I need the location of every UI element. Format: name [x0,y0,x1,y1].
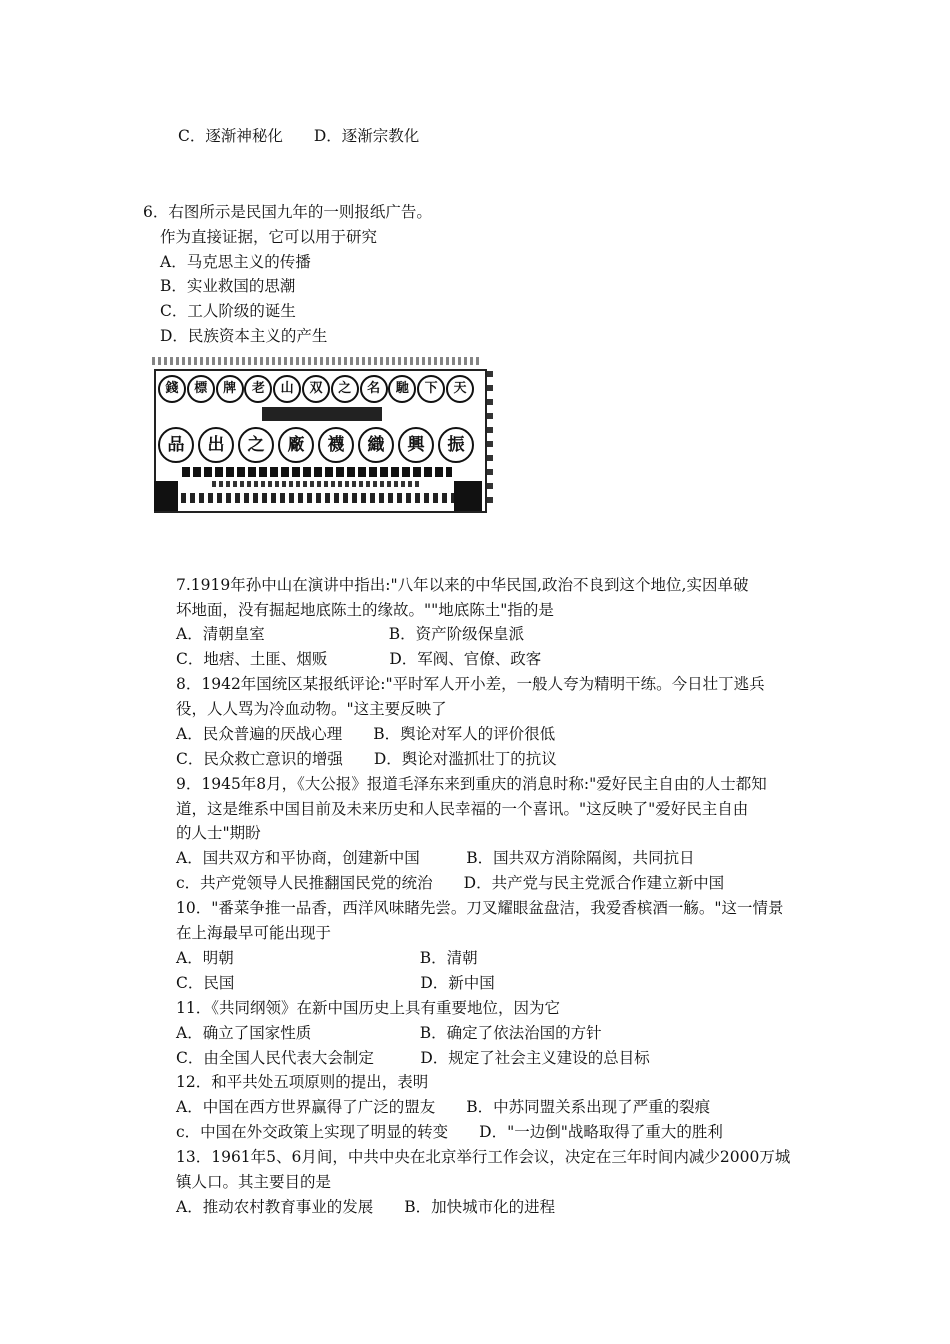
text-line-q10-1: 10．"番菜争推一品香，西洋风味睹先尝。刀叉耀眼盆盘洁，我爱香槟酒一觞。"这一情景 [176,899,784,917]
text-line-q6-b: B．实业救国的思潮 [160,277,296,295]
ad-side-column [487,371,493,509]
ad-char: 出 [198,427,234,463]
ad-char: 山 [273,375,301,403]
ad-text-line [172,493,462,503]
ad-char: 之 [238,427,274,463]
ad-char: 廠 [278,427,314,463]
ad-corner-mark [154,481,178,511]
text-line-q6-a: A．马克思主义的传播 [160,253,311,271]
ad-char: 老 [244,375,272,403]
text-line-q7-ab: A．清朝皇室 B．资产阶级保皇派 [176,625,525,643]
ad-header-strip [152,357,482,365]
text-line-q9-cd: c．共产党领导人民推翻国民党的统治 D．共产党与民主党派合作建立新中国 [176,874,725,892]
ad-char: 名 [360,375,388,403]
text-line-q7-2: 坏地面，没有掘起地底陈土的缘故。""地底陈土"指的是 [176,601,554,619]
text-line-q7-cd: C．地痞、土匪、烟贩 D．军阀、官僚、政客 [176,650,542,668]
ad-char: 双 [302,375,330,403]
ad-char: 之 [331,375,359,403]
ad-text-line [212,481,422,487]
ad-char: 襪 [318,427,354,463]
ad-row-top [158,375,474,401]
text-line-q12-ab: A．中国在西方世界赢得了广泛的盟友 B．中苏同盟关系出现了严重的裂痕 [176,1098,711,1116]
text-line-q8-1: 8．1942年国统区某报纸评论:"平时军人开小差，一般人夸为精明干练。今日壮丁逃兵 [176,675,765,693]
ad-char: 馳 [388,375,416,403]
ad-text-line [182,467,452,477]
text-line-q6-d: D．民族资本主义的产生 [160,327,328,345]
ad-char: 下 [417,375,445,403]
text-line-q7-1: 7.1919年孙中山在演讲中指出:"八年以来的中华民国,政治不良到这个地位,实因单破 [176,576,749,594]
ad-char: 織 [358,427,394,463]
ad-char: 振 [438,427,474,463]
text-line-q13-2: 镇人口。其主要目的是 [176,1173,332,1191]
text-line-q13-ab: A．推动农村教育事业的发展 B．加快城市化的进程 [176,1198,556,1216]
text-line-q12-1: 12．和平共处五项原则的提出，表明 [176,1073,429,1091]
ad-corner-mark [454,481,482,511]
text-line-q8-ab: A．民众普遍的厌战心理 B．舆论对军人的评价很低 [176,725,556,743]
text-line-q10-cd: C．民国 D．新中国 [176,974,495,992]
ad-char: 標 [187,375,215,403]
text-line-q5-opts: C．逐渐神秘化 D．逐渐宗教化 [178,127,420,145]
text-line-q9-3: 的人士"期盼 [176,824,261,842]
text-line-q6-stem: 6．右图所示是民国九年的一则报纸广告。 [143,203,432,221]
newspaper-advertisement-image [152,353,497,521]
ad-char: 品 [158,427,194,463]
text-line-q10-ab: A．明朝 B．清朝 [176,949,478,967]
text-line-q6-stem2: 作为直接证据，它可以用于研究 [160,228,378,246]
text-line-q9-1: 9．1945年8月，《大公报》报道毛泽东来到重庆的消息时称:"爱好民主自由的人士都知 [176,775,767,793]
text-line-q11-cd: C．由全国人民代表大会制定 D．规定了社会主义建设的总目标 [176,1049,650,1067]
ad-char: 興 [398,427,434,463]
ad-row-main [158,427,474,463]
text-line-q8-cd: C．民众救亡意识的增强 D．舆论对滥抓壮丁的抗议 [176,750,557,768]
ad-char: 牌 [216,375,244,403]
text-line-q9-ab: A．国共双方和平协商，创建新中国 B．国共双方消除隔阂，共同抗日 [176,849,695,867]
text-line-q9-2: 道，这是维系中国目前及未来历史和人民幸福的一个喜讯。"这反映了"爱好民主自由 [176,800,749,818]
text-line-q8-2: 役，人人骂为冷血动物。"这主要反映了 [176,700,447,718]
ad-subtitle-bar [262,407,382,421]
ad-char: 天 [446,375,474,403]
text-line-q6-c: C．工人阶级的诞生 [160,302,296,320]
ad-char: 錢 [158,375,186,403]
text-line-q13-1: 13．1961年5、6月间，中共中央在北京举行工作会议，决定在三年时间内减少2000万城 [176,1148,791,1166]
text-line-q10-2: 在上海最早可能出现于 [176,924,332,942]
text-line-q12-cd: c．中国在外交政策上实现了明显的转变 D．"一边倒"战略取得了重大的胜利 [176,1123,723,1141]
text-line-q11-ab: A．确立了国家性质 B．确定了依法治国的方针 [176,1024,602,1042]
text-line-q11-1: 11．《共同纲领》在新中国历史上具有重要地位，因为它 [176,999,560,1017]
